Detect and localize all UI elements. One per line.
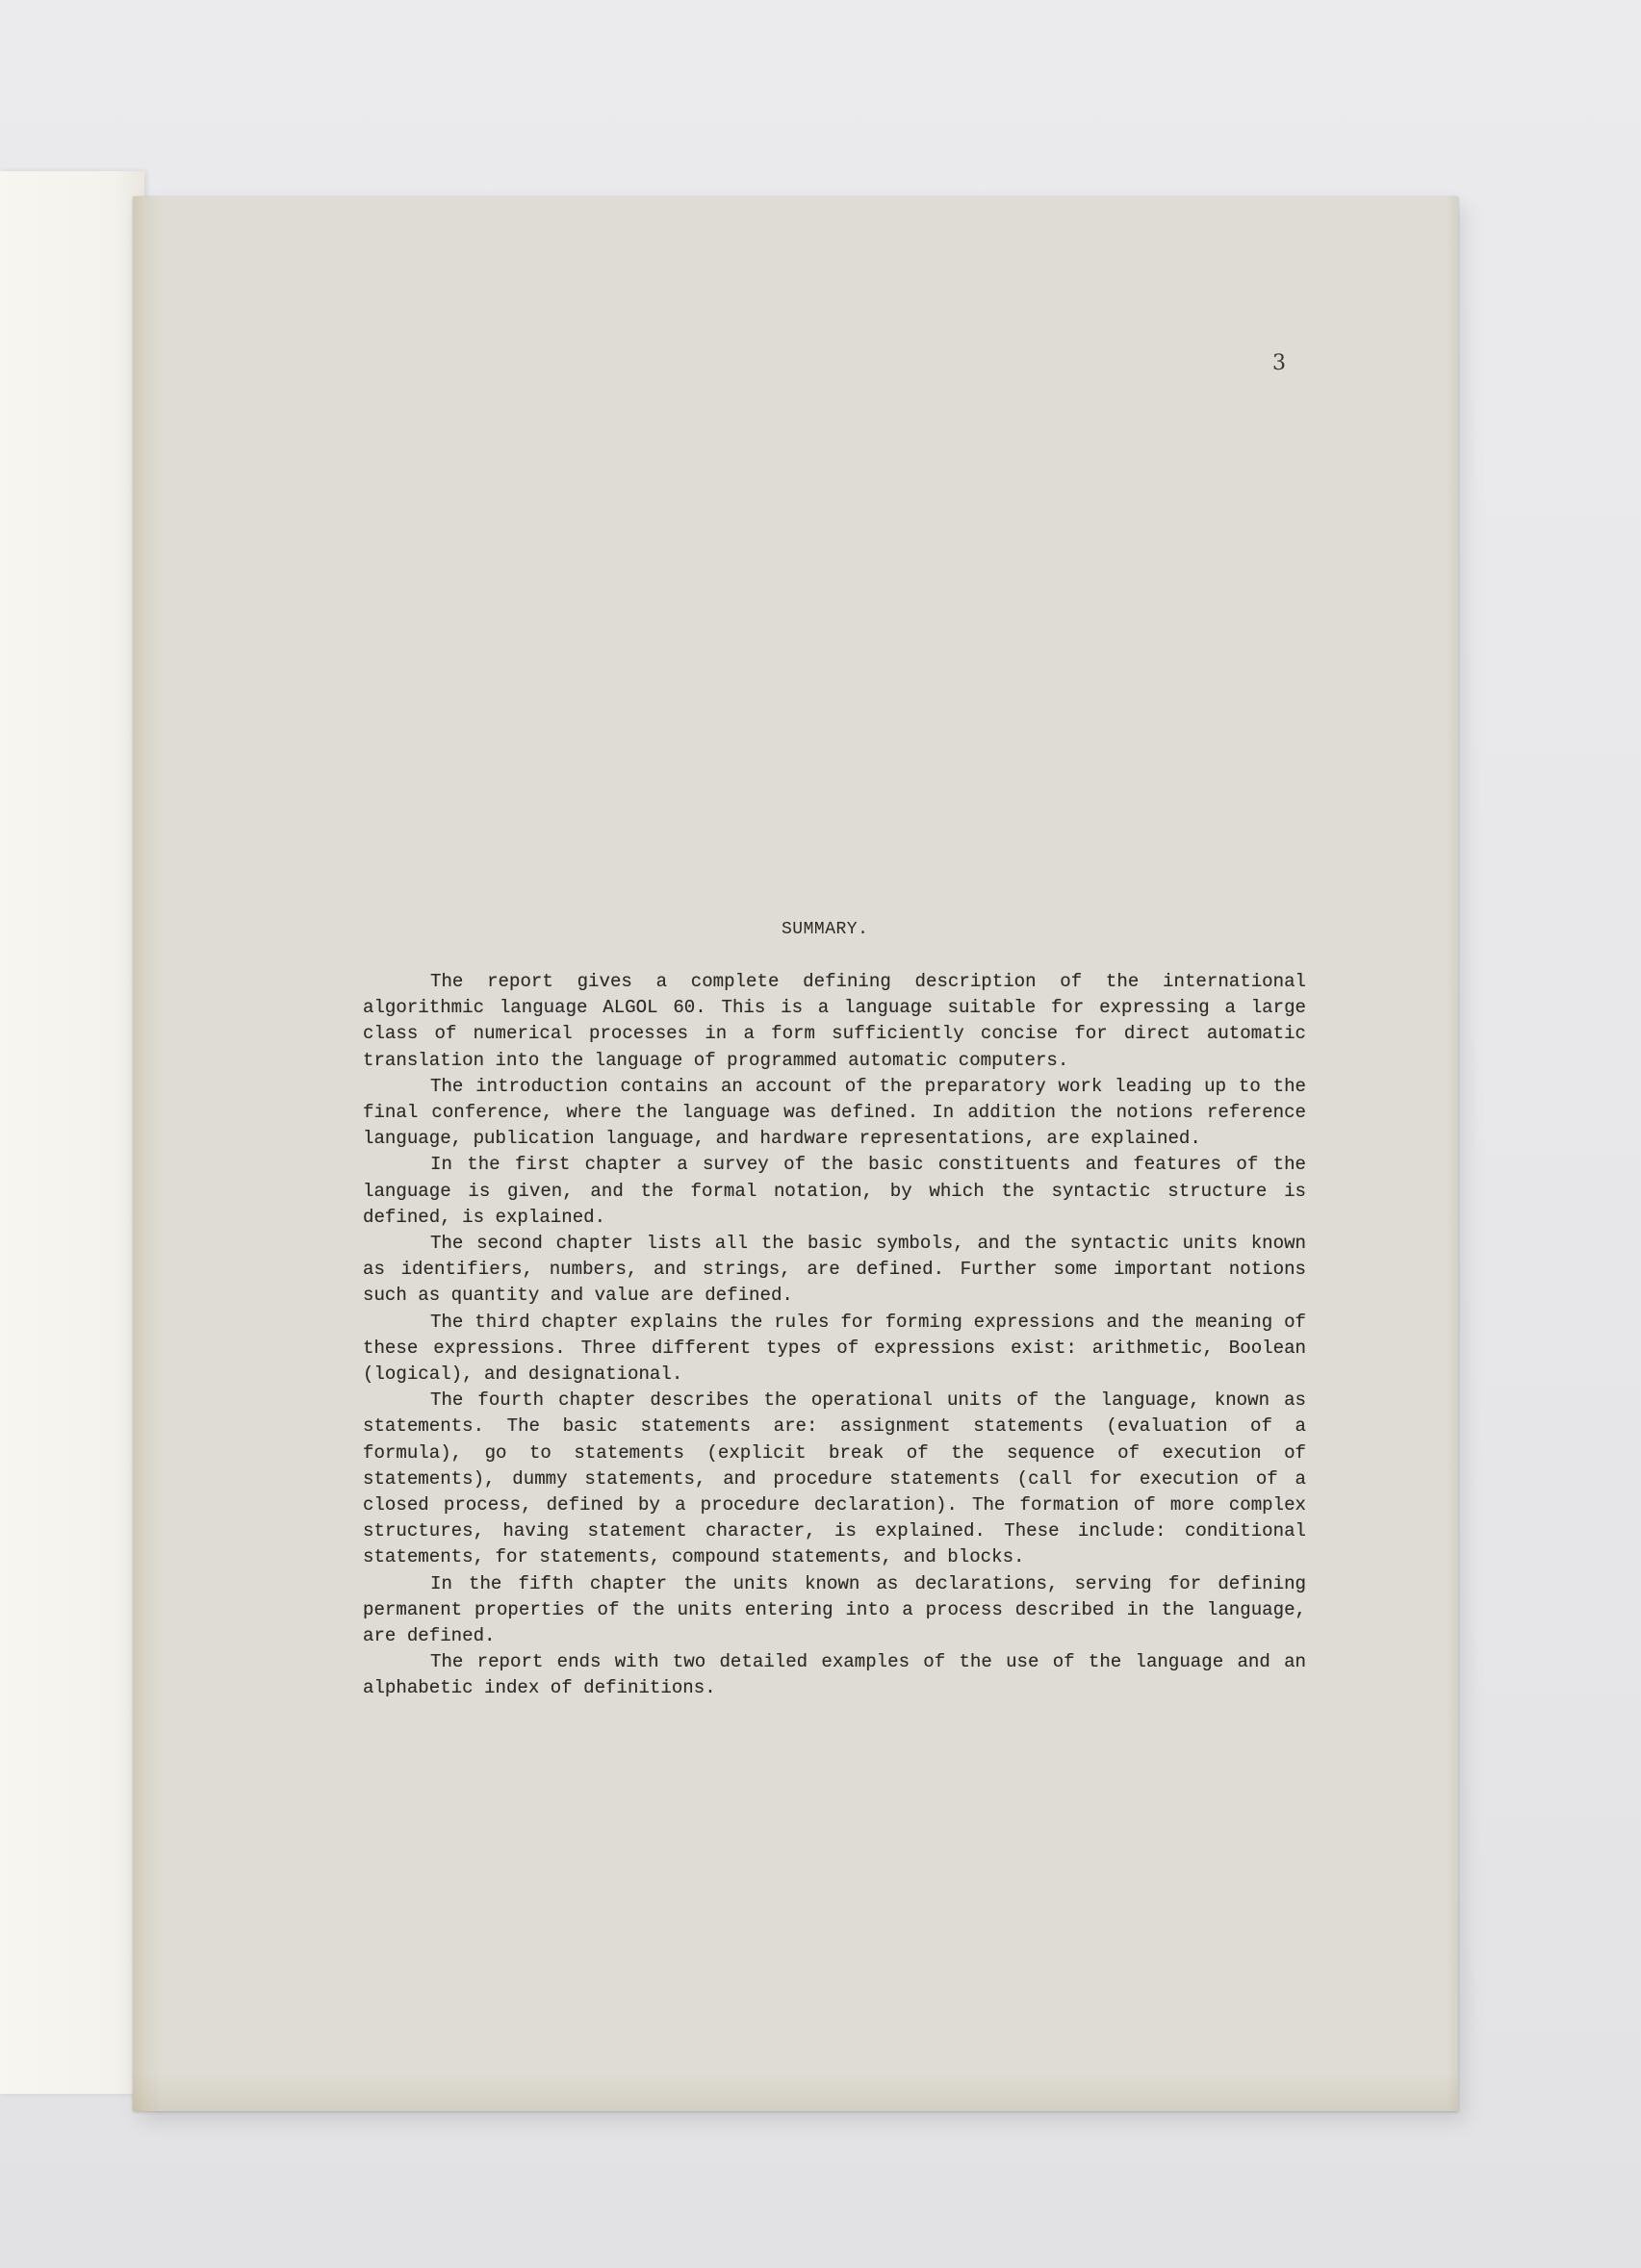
summary-paragraph: In the fifth chapter the units known as declarations, serving for defining permanent properties of the units entering into a process described in the language, are defined.: [363, 1572, 1306, 1647]
summary-paragraph: The introduction contains an account of the preparatory work leading up to the final conference, where the language was defined. In addition the notions reference language, publication language, and hardware representations, are explained.: [363, 1075, 1306, 1150]
summary-body: [363, 969, 1306, 1702]
left-facing-page: [0, 171, 144, 2094]
summary-paragraph: The report gives a complete defining description of the international algorithmic language ALGOL 60. This is a language suitable for expressing a large class of numerical processes in a form sufficiently concise for direct automatic translation into the language of programmed automatic computers.: [363, 971, 1306, 1071]
summary-paragraph: In the first chapter a survey of the basic constituents and features of the language is given, and the formal notation, by which the syntactic structure is defined, is explained.: [363, 1154, 1306, 1228]
summary-paragraph: The third chapter explains the rules for forming expressions and the meaning of these expressions. Three different types of expressions exist: arithmetic, Boolean (logical), and designational.: [363, 1311, 1306, 1386]
summary-paragraph: The second chapter lists all the basic symbols, and the syntactic units known as identifiers, numbers, and strings, are defined. Further some important notions such as quantity and value are defined.: [363, 1233, 1306, 1307]
page-number: 3: [1272, 351, 1286, 375]
summary-paragraph: The report ends with two detailed examples of the use of the language and an alphabetic index of definitions.: [363, 1651, 1306, 1699]
summary-paragraph: The fourth chapter describes the operational units of the language, known as statements. The basic statements are: assignment statements (evaluation of a formula), go to statements (explicit break of the sequence of execution of statements), dummy statements, and procedure statements (call for execution of a closed process, defined by a procedure declaration). The formation of more complex structures, having statement character, is explained. These include: conditional statements, for statements, compound statements, and blocks.: [363, 1389, 1306, 1568]
summary-heading: SUMMARY.: [782, 920, 869, 939]
